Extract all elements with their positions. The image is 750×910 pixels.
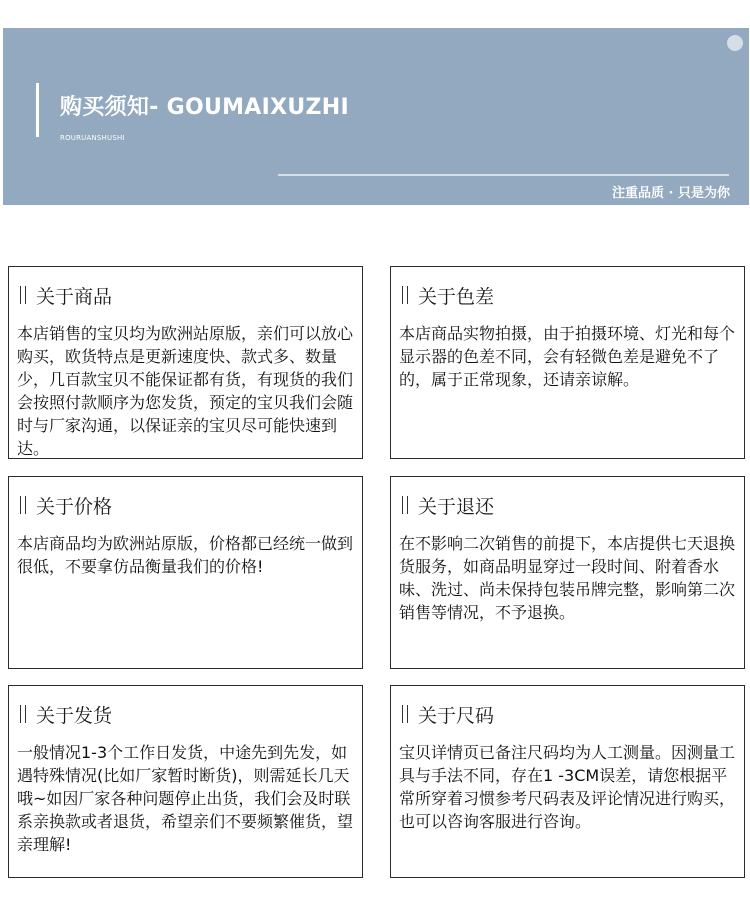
title-accent-bar [36, 83, 39, 137]
card-body: 一般情况1-3个工作日发货，中途先到先发，如遇特殊情况(比如厂家暂时断货)，则需延长几天哦~如因厂家各种问题停止出货，我们会及时联系亲换款或者退货，希望亲们不要频繁催货，望亲理解! [17, 743, 354, 854]
card-title: 关于尺码 [418, 704, 495, 727]
double-bar-icon [402, 496, 408, 514]
card-header [20, 702, 112, 726]
card-header [402, 283, 494, 307]
card-body: 在不影响二次销售的前提下，本店提供七天退换货服务，如商品明显穿过一段时间、附着香水味、洗过、尚未保持包装吊牌完整，影响第二次销售等情况，不予退换。 [399, 534, 736, 622]
decorative-dot [727, 35, 743, 51]
header-banner [3, 28, 749, 205]
card-header [20, 283, 112, 307]
banner-subtitle: ROURUANSHUSHI [60, 134, 125, 142]
double-bar-icon [20, 705, 26, 723]
double-bar-icon [20, 496, 26, 514]
card-body: 本店商品实物拍摄，由于拍摄环境、灯光和每个显示器的色差不同，会有轻微色差是避免不了的，属于正常现象，还请亲谅解。 [399, 324, 736, 389]
info-card-return [390, 476, 745, 669]
banner-slogan: 注重品质 · 只是为你 [612, 186, 730, 201]
double-bar-icon [402, 705, 408, 723]
card-body: 本店商品均为欧洲站原版，价格都已经统一做到很低，不要拿仿品衡量我们的价格! [17, 534, 354, 576]
card-header [20, 493, 112, 517]
info-card-color [390, 266, 745, 459]
banner-title: 购买须知- GOUMAIXUZHI [60, 95, 349, 120]
card-title: 关于商品 [36, 285, 113, 308]
banner-divider [278, 174, 729, 176]
card-header [402, 493, 494, 517]
card-title: 关于发货 [36, 704, 113, 727]
info-card-shipping [8, 685, 363, 878]
info-card-size [390, 685, 745, 878]
card-title: 关于价格 [36, 495, 113, 518]
card-body: 宝贝详情页已备注尺码均为人工测量。因测量工具与手法不同，存在1 -3CM误差，请您根据平常所穿着习惯参考尺码表及评论情况进行购买，也可以咨询客服进行咨询。 [399, 743, 736, 831]
info-card-goods [8, 266, 363, 459]
double-bar-icon [402, 286, 408, 304]
card-header [402, 702, 494, 726]
card-title: 关于退还 [418, 495, 495, 518]
card-title: 关于色差 [418, 285, 495, 308]
card-body: 本店销售的宝贝均为欧洲站原版，亲们可以放心购买，欧货特点是更新速度快、款式多、数量少，几百款宝贝不能保证都有货，有现货的我们会按照付款顺序为您发货，预定的宝贝我们会随时与厂家沟通，以保证亲的宝贝尽可能快速到达。 [17, 324, 354, 458]
double-bar-icon [20, 286, 26, 304]
info-card-price [8, 476, 363, 669]
